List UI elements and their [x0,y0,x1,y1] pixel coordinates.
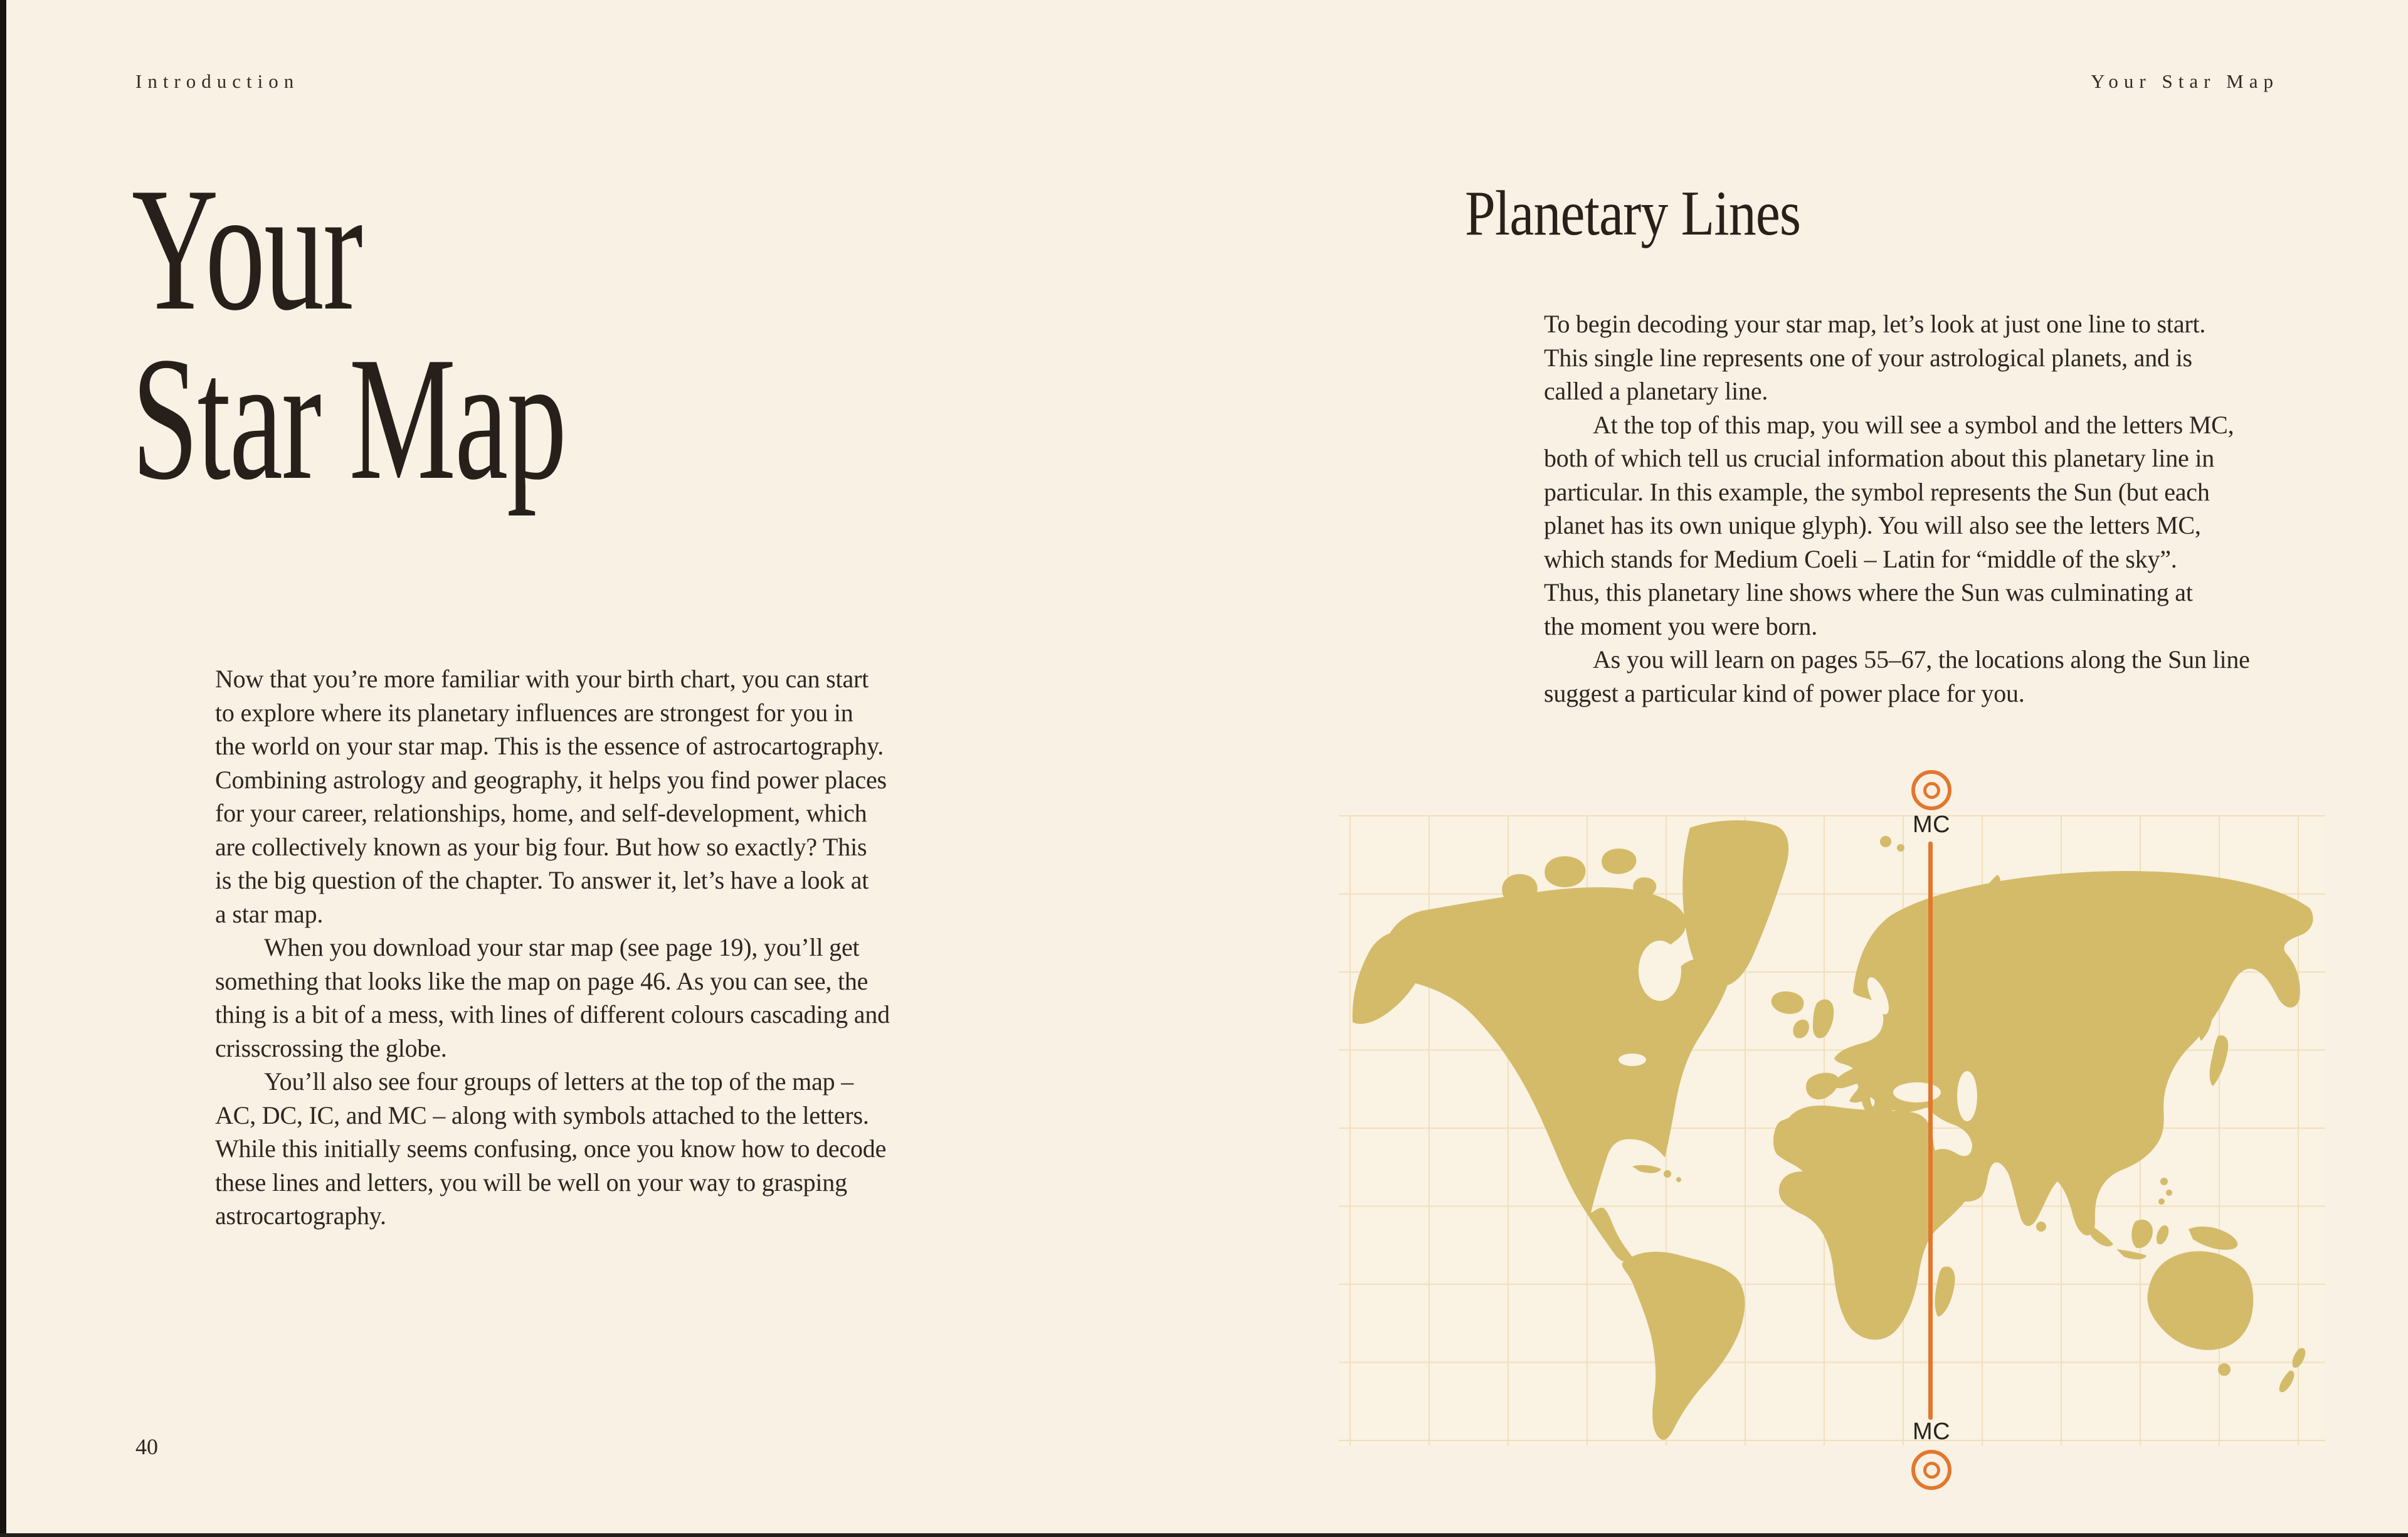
land-hispaniola [1664,1170,1671,1178]
sun-glyph-center-dot [1923,1462,1940,1479]
text-line: these lines and letters, you will be well on your way to grasping [215,1168,847,1196]
text-line: Now that you’re more familiar with your birth chart, you can start [215,665,869,693]
text-line: When you download your star map (see page 19), you’ll get [264,933,860,961]
page-bottom-edge [0,1533,2408,1537]
mc-label-top: MC [1912,811,1951,838]
text-line: the world on your star map. This is the essence of astrocartography. [215,732,884,760]
mc-label-bottom: MC [1912,1418,1951,1445]
land-arctic-islands [1545,856,1585,887]
land-sri-lanka [2036,1222,2046,1232]
land-antilles [1676,1177,1681,1182]
caspian-sea [1957,1071,1977,1121]
text-line: suggest a particular kind of power place for you. [1544,679,2025,707]
sun-glyph-center-dot [1923,782,1940,799]
land-philippines [2158,1198,2165,1205]
black-sea [1893,1082,1941,1102]
land-svalbard [1880,836,1891,847]
world-map [1339,815,2325,1445]
text-line: a star map. [215,899,324,928]
text-line: for your career, relationships, home, and self-development, which [215,799,867,827]
text-line: the moment you were born. [1544,611,1817,640]
text-line: something that looks like the map on page 46. As you can see, the [215,966,869,995]
paragraph [1544,643,2250,710]
hudson-bay [1639,941,1681,1001]
text-line: planet has its own unique glyph). You will also see the letters MC, [1544,511,2201,539]
text-line: Your [132,151,362,347]
text-line: are collectively known as your big four. But how so exactly? This [215,832,867,861]
mc-planetary-line [1928,842,1933,1420]
land-philippines [2160,1178,2168,1185]
land-arctic-islands [1502,874,1537,904]
text-line: is the big question of the chapter. To answer it, let’s have a look at [215,866,869,894]
left-body-text [215,662,890,1233]
page-left-edge [0,0,6,1537]
page-number: 40 [135,1434,158,1459]
sun-glyph-icon [1911,1450,1951,1490]
page-title [132,151,566,516]
text-line: As you will learn on pages 55–67, the locations along the Sun line [1593,645,2250,673]
paragraph [1544,307,2250,408]
text-line: Combining astrology and geography, it helps you find power places [215,765,887,794]
text-line: thing is a bit of a mess, with lines of different colours cascading and [215,1000,890,1028]
text-line: Star Map [132,320,566,516]
world-map-svg [1339,815,2325,1445]
text-line: Thus, this planetary line shows where the Sun was culminating at [1544,578,2193,606]
text-line: While this initially seems confusing, once you know how to decode [215,1134,887,1163]
text-line: This single line represents one of your astrological planets, and is [1544,343,2192,372]
text-line: particular. In this example, the symbol represents the Sun (but each [1544,477,2210,506]
paragraph [215,931,890,1065]
text-line: AC, DC, IC, and MC – along with symbols attached to the letters. [215,1101,869,1129]
text-line: You’ll also see four groups of letters at the top of the map – [264,1067,854,1096]
right-body-text [1544,307,2250,710]
text-line: astrocartography. [215,1202,386,1230]
paragraph [1544,408,2250,643]
section-heading: Planetary Lines [1465,178,1801,249]
text-line: both of which tell us crucial information about this planetary line in [1544,444,2215,472]
running-header-right: Your Star Map [2091,70,2279,92]
text-line: crisscrossing the globe. [215,1033,447,1062]
paragraph [215,1065,890,1233]
text-line: to explore where its planetary influences are strongest for you in [215,698,853,727]
land-svalbard [1897,844,1904,852]
land-tasmania [2218,1363,2231,1376]
text-line: At the top of this map, you will see a symbol and the letters MC, [1593,410,2234,439]
text-line: called a planetary line. [1544,377,1768,405]
text-line: To begin decoding your star map, let’s look at just one line to start. [1544,310,2206,338]
running-header-left: Introduction [135,70,300,92]
text-line: which stands for Medium Coeli – Latin for “middle of the sky”. [1544,544,2177,573]
paragraph [215,662,890,931]
sun-glyph-icon [1911,770,1951,810]
great-lakes [1619,1054,1646,1066]
land-philippines [2166,1190,2172,1196]
